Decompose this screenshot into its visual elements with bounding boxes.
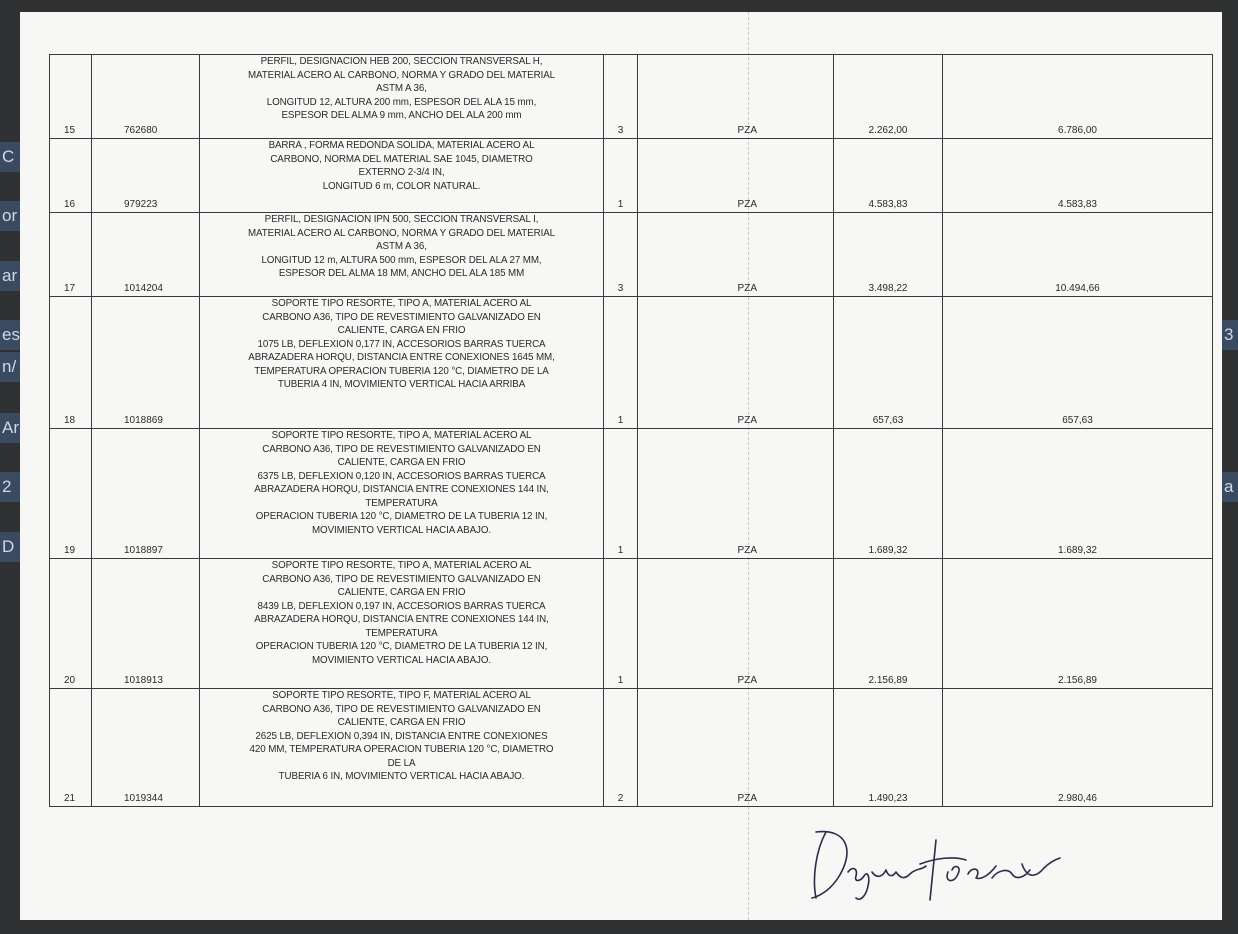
item-total: 6.786,00 (943, 55, 1213, 139)
item-unit: PZA (638, 429, 834, 559)
description-line: 2625 LB, DEFLEXION 0,394 IN, DISTANCIA ENTRE CONEXIONES (255, 730, 548, 742)
item-quantity: 3 (604, 55, 638, 139)
item-unit-price: 2.262,00 (834, 55, 943, 139)
description-line: 8439 LB, DEFLEXION 0,197 IN, ACCESORIOS BARRAS TUERCA (257, 600, 546, 612)
description-line: 6375 LB, DEFLEXION 0,120 IN, ACCESORIOS BARRAS TUERCA (257, 470, 546, 482)
item-number: 18 (50, 297, 92, 429)
description-line: CALIENTE, CARGA EN FRIO (337, 717, 466, 728)
item-number: 21 (50, 689, 92, 807)
items-table (49, 54, 1213, 807)
background-text-fragment: D (0, 532, 20, 562)
item-description (200, 139, 604, 213)
background-text-fragment: es (0, 320, 20, 350)
handwritten-signature (786, 820, 1066, 910)
description-line: ESPESOR DEL ALMA 18 MM, ANCHO DEL ALA 185 MM (278, 268, 525, 279)
item-number: 15 (50, 55, 92, 139)
item-description (200, 429, 604, 559)
table-row (50, 213, 1213, 297)
item-total: 10.494,66 (943, 213, 1213, 297)
item-total: 1.689,32 (943, 429, 1213, 559)
description-line: 420 MM, TEMPERATURA OPERACION TUBERIA 120 °C, DIAMETRO (249, 744, 554, 755)
description-line: ASTM A 36, (376, 83, 427, 94)
item-unit: PZA (638, 213, 834, 297)
table-row (50, 689, 1213, 807)
item-unit: PZA (638, 559, 834, 689)
description-line: TEMPERATURA OPERACION TUBERIA 120 °C, DIAMETRO DE LA (254, 365, 549, 377)
description-line: CARBONO A36, TIPO DE REVESTIMIENTO GALVANIZADO EN (262, 573, 541, 585)
description-line: TUBERIA 4 IN, MOVIMIENTO VERTICAL HACIA ARRIBA (277, 379, 526, 390)
item-code: 1014204 (92, 213, 200, 297)
table-row (50, 297, 1213, 429)
description-line: CALIENTE, CARGA EN FRIO (337, 325, 466, 336)
description-line: SOPORTE TIPO RESORTE, TIPO A, MATERIAL ACERO AL (271, 298, 532, 309)
description-line: ESPESOR DEL ALMA 9 mm, ANCHO DEL ALA 200 mm (281, 110, 522, 121)
item-code: 1018869 (92, 297, 200, 429)
background-text-fragment: 3 (1222, 320, 1238, 350)
item-unit: PZA (638, 297, 834, 429)
item-quantity: 1 (604, 297, 638, 429)
item-unit: PZA (638, 689, 834, 807)
description-line: ABRAZADERA HORQU, DISTANCIA ENTRE CONEXIONES 144 IN, (254, 484, 549, 495)
description-line: LONGITUD 12 m, ALTURA 500 mm, ESPESOR DEL ALA 27 MM, (261, 254, 542, 266)
item-description (200, 213, 604, 297)
description-line: SOPORTE TIPO RESORTE, TIPO A, MATERIAL ACERO AL (271, 430, 532, 441)
description-line: CALIENTE, CARGA EN FRIO (337, 457, 466, 468)
description-line: CALIENTE, CARGA EN FRIO (337, 587, 466, 598)
description-line: MOVIMIENTO VERTICAL HACIA ABAJO. (312, 654, 491, 666)
item-quantity: 3 (604, 213, 638, 297)
item-unit-price: 657,63 (834, 297, 943, 429)
item-total: 2.980,46 (943, 689, 1213, 807)
scanned-document-page (20, 12, 1222, 920)
description-line: PERFIL, DESIGNACION IPN 500, SECCION TRANSVERSAL I, (264, 214, 539, 225)
background-text-fragment: 2 (0, 472, 20, 502)
background-text-fragment: or (0, 201, 20, 231)
description-line: CARBONO, NORMA DEL MATERIAL SAE 1045, DIAMETRO (270, 153, 533, 165)
background-text-fragment: C (0, 142, 20, 172)
item-quantity: 2 (604, 689, 638, 807)
item-number: 17 (50, 213, 92, 297)
description-line: CARBONO A36, TIPO DE REVESTIMIENTO GALVANIZADO EN (262, 443, 541, 455)
description-line: ASTM A 36, (376, 241, 427, 252)
description-line: TEMPERATURA (365, 497, 438, 509)
item-total: 657,63 (943, 297, 1213, 429)
background-text-fragment: Ar (0, 413, 20, 443)
description-line: SOPORTE TIPO RESORTE, TIPO A, MATERIAL ACERO AL (271, 560, 532, 571)
item-unit: PZA (638, 55, 834, 139)
item-unit-price: 2.156,89 (834, 559, 943, 689)
table-row (50, 559, 1213, 689)
item-number: 20 (50, 559, 92, 689)
description-line: PERFIL, DESIGNACION HEB 200, SECCION TRANSVERSAL H, (260, 56, 543, 67)
item-description (200, 559, 604, 689)
description-line: MOVIMIENTO VERTICAL HACIA ABAJO. (312, 524, 491, 536)
description-line: MATERIAL ACERO AL CARBONO, NORMA Y GRADO DEL MATERIAL (247, 69, 555, 81)
item-unit-price: 3.498,22 (834, 213, 943, 297)
table-row (50, 55, 1213, 139)
description-line: LONGITUD 12, ALTURA 200 mm, ESPESOR DEL ALA 15 mm, (266, 96, 537, 108)
description-line: EXTERNO 2-3/4 IN, (358, 167, 445, 178)
item-unit: PZA (638, 139, 834, 213)
item-code: 762680 (92, 55, 200, 139)
item-description (200, 297, 604, 429)
description-line: TUBERIA 6 IN, MOVIMIENTO VERTICAL HACIA ABAJO. (278, 771, 525, 782)
table-row (50, 429, 1213, 559)
description-line: BARRA , FORMA REDONDA SOLIDA, MATERIAL ACERO AL (268, 140, 535, 151)
item-number: 16 (50, 139, 92, 213)
background-text-fragment: n/ (0, 352, 20, 382)
item-quantity: 1 (604, 559, 638, 689)
item-unit-price: 4.583,83 (834, 139, 943, 213)
description-line: OPERACION TUBERIA 120 °C, DIAMETRO DE LA TUBERIA 12 IN, (255, 641, 548, 652)
description-line: LONGITUD 6 m, COLOR NATURAL. (322, 180, 481, 192)
item-quantity: 1 (604, 429, 638, 559)
item-description (200, 689, 604, 807)
item-total: 2.156,89 (943, 559, 1213, 689)
description-line: CARBONO A36, TIPO DE REVESTIMIENTO GALVANIZADO EN (262, 311, 541, 323)
description-line: TEMPERATURA (365, 627, 438, 639)
description-line: ABRAZADERA HORQU, DISTANCIA ENTRE CONEXIONES 1645 MM, (248, 352, 555, 363)
item-total: 4.583,83 (943, 139, 1213, 213)
item-code: 1018913 (92, 559, 200, 689)
description-line: SOPORTE TIPO RESORTE, TIPO F, MATERIAL ACERO AL (272, 690, 531, 701)
table-row (50, 139, 1213, 213)
item-number: 19 (50, 429, 92, 559)
item-quantity: 1 (604, 139, 638, 213)
description-line: OPERACION TUBERIA 120 °C, DIAMETRO DE LA TUBERIA 12 IN, (255, 511, 548, 522)
description-line: MATERIAL ACERO AL CARBONO, NORMA Y GRADO DEL MATERIAL (247, 227, 555, 239)
item-unit-price: 1.490,23 (834, 689, 943, 807)
item-description (200, 55, 604, 139)
background-text-fragment: a (1222, 472, 1238, 502)
item-code: 1019344 (92, 689, 200, 807)
item-unit-price: 1.689,32 (834, 429, 943, 559)
background-text-fragment: ar (0, 261, 20, 291)
item-code: 979223 (92, 139, 200, 213)
description-line: ABRAZADERA HORQU, DISTANCIA ENTRE CONEXIONES 144 IN, (254, 614, 549, 625)
item-code: 1018897 (92, 429, 200, 559)
description-line: CARBONO A36, TIPO DE REVESTIMIENTO GALVANIZADO EN (262, 703, 541, 715)
description-line: DE LA (387, 757, 416, 769)
description-line: 1075 LB, DEFLEXION 0,177 IN, ACCESORIOS BARRAS TUERCA (257, 338, 546, 350)
